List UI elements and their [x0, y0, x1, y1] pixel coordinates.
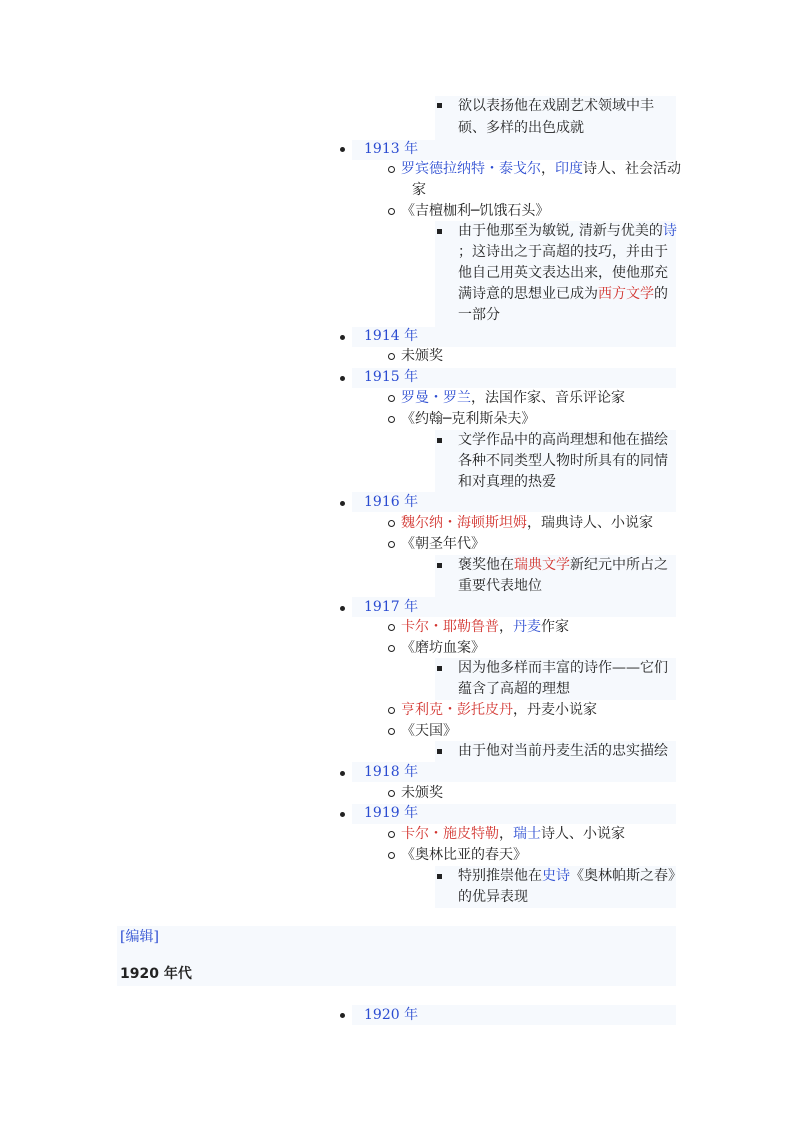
laureate-link[interactable]: 罗曼・罗兰	[401, 390, 471, 406]
reason-seg: 的	[654, 286, 668, 302]
laureate-link[interactable]: 卡尔・施皮特勒	[401, 826, 499, 842]
square-bullet-icon	[437, 229, 442, 234]
disc-bullet-icon	[340, 335, 345, 340]
disc-bullet-icon	[340, 501, 345, 506]
circle-bullet-icon	[388, 541, 395, 548]
circle-bullet-icon	[388, 624, 395, 631]
reason-text: 重要代表地位	[458, 578, 542, 594]
reason-text: 各种不同类型人物时所具有的同情	[458, 453, 668, 469]
square-bullet-icon	[437, 874, 442, 879]
circle-bullet-icon	[388, 728, 395, 735]
laureate-desc: 诗人、社会活动	[583, 161, 681, 177]
epic-link[interactable]: 史诗	[542, 868, 570, 884]
laureate-entry	[401, 700, 597, 720]
section-heading: 1920 年代	[120, 966, 192, 982]
reason-text: 和对真理的热爱	[458, 474, 556, 490]
year-link-1915[interactable]: 1915 年	[364, 369, 419, 385]
laureate-entry	[401, 617, 569, 637]
separator: ，	[541, 161, 555, 177]
work-title: 《朝圣年代》	[401, 536, 485, 552]
country-link[interactable]: 丹麦	[513, 619, 541, 635]
work-title: 《奥林比亚的春天》	[401, 847, 527, 863]
circle-bullet-icon	[388, 416, 395, 423]
year-link-1914[interactable]: 1914 年	[364, 328, 419, 344]
laureate-desc: 诗人、小说家	[541, 826, 625, 842]
year-link-1913[interactable]: 1913 年	[364, 141, 419, 157]
disc-bullet-icon	[340, 376, 345, 381]
disc-bullet-icon	[340, 1013, 345, 1018]
reason-text: 他自己用英文表达出来，使他那充	[458, 265, 668, 281]
laureate-link[interactable]: 罗宾德拉纳特・泰戈尔	[401, 161, 541, 177]
reason-text	[458, 221, 677, 241]
reason-text: 的优异表现	[458, 889, 528, 905]
poetry-link[interactable]: 诗	[662, 223, 677, 239]
reason-seg: 特别推崇他在	[458, 868, 542, 884]
reason-text	[458, 866, 682, 886]
separator: ，	[499, 619, 513, 635]
reason-seg: 由于他那至为敏锐, 清新与优美的	[458, 223, 663, 239]
reason-seg: 褒奖他在	[458, 557, 514, 573]
reason-seg: 满诗意的思想业已成为	[458, 286, 598, 302]
work-title: 《约翰─克利斯朵夫》	[401, 411, 536, 427]
circle-bullet-icon	[388, 790, 395, 797]
circle-bullet-icon	[388, 208, 395, 215]
square-bullet-icon	[437, 666, 442, 671]
reason-text: 文学作品中的高尚理想和他在描绘	[458, 432, 668, 448]
reason-seg: 新纪元中所占之	[570, 557, 668, 573]
circle-bullet-icon	[388, 353, 395, 360]
disc-bullet-icon	[340, 147, 345, 152]
reason-text: 由于他对当前丹麦生活的忠实描绘	[458, 743, 668, 759]
reason-text: 欲以表扬他在戏剧艺术领域中丰	[458, 98, 654, 114]
country-link[interactable]: 瑞士	[513, 826, 541, 842]
reason-text: ；这诗出之于高超的技巧，并由于	[458, 244, 668, 260]
year-link-1918[interactable]: 1918 年	[364, 764, 419, 780]
reason-seg: 《奥林帕斯之春》	[570, 868, 682, 884]
western-literature-link[interactable]: 西方文学	[598, 286, 654, 302]
circle-bullet-icon	[388, 395, 395, 402]
laureate-entry	[401, 388, 625, 408]
laureate-desc-cont: 家	[412, 182, 426, 198]
swedish-literature-link[interactable]: 瑞典文学	[514, 557, 570, 573]
year-link-1917[interactable]: 1917 年	[364, 599, 419, 615]
laureate-entry	[401, 513, 653, 533]
laureate-link[interactable]: 亨利克・彭托皮丹	[401, 702, 513, 718]
section-header-bg	[117, 926, 676, 986]
reason-text: 蕴含了高超的理想	[458, 681, 570, 697]
year-link-1916[interactable]: 1916 年	[364, 494, 419, 510]
reason-text: 一部分	[458, 307, 500, 323]
circle-bullet-icon	[388, 645, 395, 652]
work-title: 《天国》	[401, 723, 457, 739]
edit-link[interactable]: [编辑]	[120, 929, 159, 945]
work-title: 《吉檀枷利─饥饿石头》	[401, 203, 550, 219]
disc-bullet-icon	[340, 771, 345, 776]
laureate-link[interactable]: 魏尔纳・海顿斯坦姆	[401, 515, 527, 531]
country-link[interactable]: 印度	[555, 161, 583, 177]
reason-text: 硕、多样的出色成就	[458, 120, 584, 136]
laureate-desc: ，法国作家、音乐评论家	[471, 390, 625, 406]
circle-bullet-icon	[388, 707, 395, 714]
laureate-desc: ，丹麦小说家	[513, 702, 597, 718]
reason-text	[458, 555, 668, 575]
laureate-desc: 作家	[541, 619, 569, 635]
square-bullet-icon	[437, 103, 442, 108]
laureate-link[interactable]: 卡尔・耶勒鲁普	[401, 619, 499, 635]
circle-bullet-icon	[388, 831, 395, 838]
square-bullet-icon	[437, 563, 442, 568]
disc-bullet-icon	[340, 812, 345, 817]
separator: ，	[499, 826, 513, 842]
circle-bullet-icon	[388, 520, 395, 527]
year-link-1919[interactable]: 1919 年	[364, 805, 419, 821]
year-link-1920[interactable]: 1920 年	[364, 1007, 419, 1023]
square-bullet-icon	[437, 438, 442, 443]
work-title: 《磨坊血案》	[401, 640, 485, 656]
laureate-entry	[401, 824, 625, 844]
no-award-note: 未颁奖	[401, 785, 443, 801]
circle-bullet-icon	[388, 852, 395, 859]
square-bullet-icon	[437, 749, 442, 754]
laureate-desc: ，瑞典诗人、小说家	[527, 515, 653, 531]
circle-bullet-icon	[388, 166, 395, 173]
reason-text	[458, 284, 668, 304]
reason-text: 因为他多样而丰富的诗作——它们	[458, 660, 668, 676]
laureate-entry	[401, 159, 681, 179]
disc-bullet-icon	[340, 606, 345, 611]
no-award-note: 未颁奖	[401, 348, 443, 364]
